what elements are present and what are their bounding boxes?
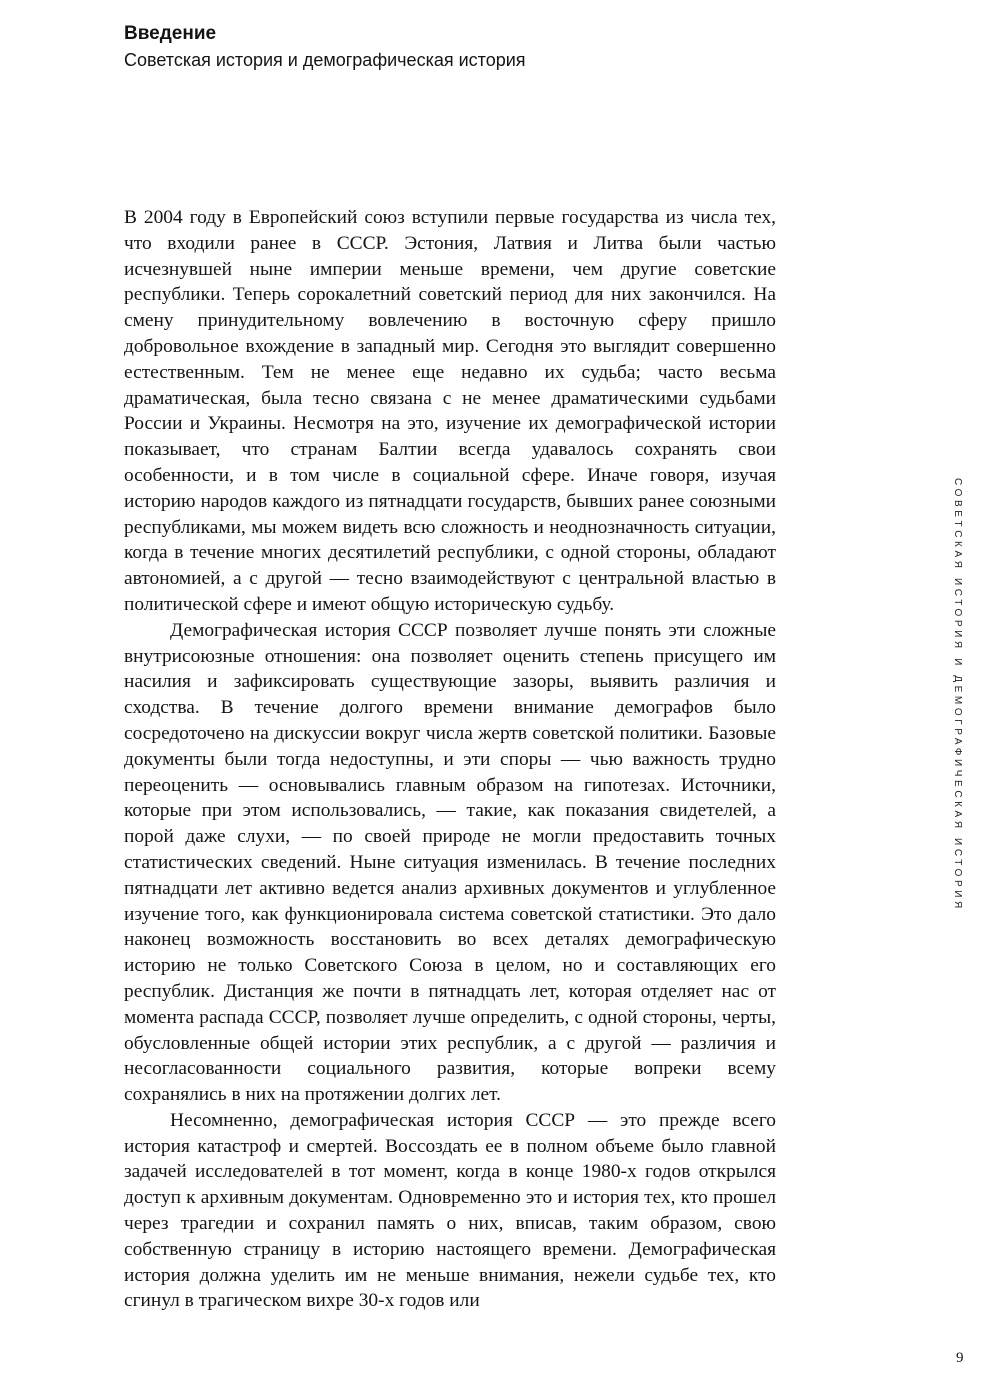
chapter-header — [124, 20, 526, 72]
running-head-text: СОВЕТСКАЯ ИСТОРИЯ И ДЕМОГРАФИЧЕСКАЯ ИСТОРИЯ — [952, 478, 963, 912]
body-text — [124, 205, 776, 1314]
page-number: 9 — [956, 1350, 964, 1366]
paragraph: В 2004 году в Европейский союз вступили первые государства из числа тех, что входили ранее в СССР. Эстония, Латвия и Литва были частью исчезнувшей ныне империи меньше времени, чем другие советские республики. Теперь сорокалетний советский период для них закончился. На смену принудительному вовлечению в восточную сферу пришло добровольное вхождение в западный мир. Сегодня это выглядит совершенно естественным. Тем не менее еще недавно их судьба; часто весьма драматическая, была тесно связана с не менее драматическими судьбами России и Украины. Несмотря на это, изучение их демографической истории показывает, что странам Балтии всегда удавалось сохранять свои особенности, и в том числе в социальной сфере. Иначе говоря, изучая историю народов каждого из пятнадцати государств, бывших ранее союзными республиками, мы можем видеть всю сложность и неоднозначность ситуации, когда в течение многих десятилетий республики, с одной стороны, обладают автономией, а с другой — тесно взаимодействуют с центральной властью в политической сфере и имеют общую историческую судьбу. — [124, 207, 776, 615]
paragraph: Несомненно, демографическая история СССР — это прежде всего история катастроф и смертей. Воссоздать ее в полном объеме было главной задачей исследователей в тот момент, когда в конце 1980-х годов открылся доступ к архивным документам. Одновременно это и история тех, кто прошел через трагедии и сохранил память о них, вписав, таким образом, свою собственную страницу в историю настоящего времени. Демографическая история должна уделить им не меньше внимания, нежели судьбе тех, кто сгинул в трагическом вихре 30-х годов или — [124, 1109, 776, 1312]
paragraph: Демографическая история СССР позволяет лучше понять эти сложные внутрисоюзные отношения: она позволяет оценить степень присущего им насилия и зафиксировать существующие зазоры, выявить различия и сходства. В течение долгого времени внимание демографов было сосредоточено на дискуссии вокруг числа жертв советской политики. Базовые документы были тогда недоступны, и эти споры — чью важность трудно переоценить — основывались главным образом на гипотезах. Источники, которые при этом использовались, — такие, как показания свидетелей, а порой даже слухи, — по своей природе не могли предоставить точных статистических сведений. Ныне ситуация изменилась. В течение последних пятнадцати лет активно ведется анализ архивных документов и углубленное изучение того, как функционировала система советской статистики. Это дало наконец возможность восстановить во всех деталях демографическую историю не только Советского Союза в целом, но и составляющих его республик. Дистанция же почти в пятнадцать лет, которая отделяет нас от момента распада СССР, позволяет лучше определить, с одной стороны, черты, обусловленные общей истории этих республик, а с другой — различия и несогласованности социального развития, которые вопреки всему сохранялись в них на протяжении долгих лет. — [124, 619, 776, 1106]
running-head — [952, 430, 972, 960]
chapter-title: Введение — [124, 23, 217, 44]
chapter-subtitle: Советская история и демографическая история — [124, 50, 526, 70]
